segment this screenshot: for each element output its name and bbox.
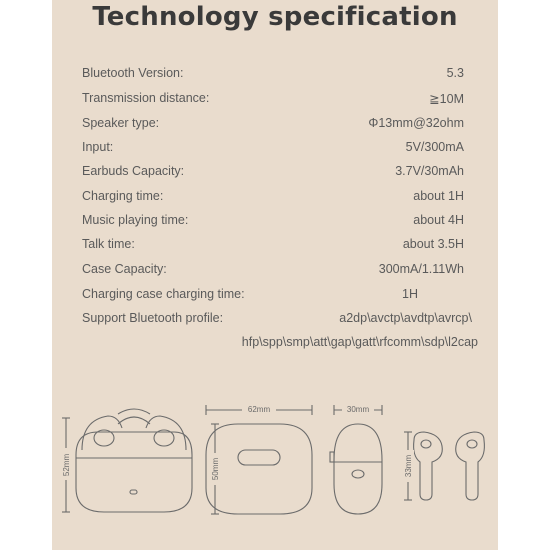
spec-label: Support Bluetooth profile: — [82, 311, 224, 325]
open-case-height-label: 52mm — [62, 453, 71, 477]
spec-value: ≧10M — [429, 92, 464, 106]
earbuds-drawing — [414, 432, 485, 500]
spec-panel — [52, 0, 498, 550]
spec-value: 1H — [402, 287, 418, 301]
spec-value: Φ13mm@32ohm — [368, 116, 464, 130]
spec-profile-continued: hfp\spp\smp\att\gap\gatt\rfcomm\sdp\l2cap — [241, 335, 478, 349]
spec-value: a2dp\avctp\avdtp\avrcp\ — [339, 311, 472, 325]
case-width-label: 62mm — [247, 405, 271, 414]
closed-case-front-drawing — [206, 424, 312, 514]
spec-value: 3.7V/30mAh — [395, 164, 464, 178]
closed-case-side-drawing — [330, 424, 382, 514]
spec-label: Input: — [82, 140, 114, 154]
spec-value: about 4H — [413, 213, 464, 227]
spec-value: 5.3 — [446, 66, 464, 80]
spec-value: about 1H — [413, 189, 464, 203]
spec-value: about 3.5H — [402, 237, 464, 251]
spec-label: Talk time: — [82, 237, 135, 251]
spec-label: Bluetooth Version: — [82, 66, 184, 80]
spec-value: 5V/300mA — [405, 140, 464, 154]
spec-label: Music playing time: — [82, 213, 189, 227]
case-depth-label: 30mm — [346, 405, 370, 414]
product-dimension-diagram — [52, 0, 498, 550]
spec-label: Earbuds Capacity: — [82, 164, 185, 178]
page-title: Technology specification — [92, 2, 458, 32]
spec-label: Charging case charging time: — [82, 287, 245, 301]
spec-label: Transmission distance: — [82, 91, 210, 105]
open-case-drawing — [76, 409, 192, 512]
spec-value: 300mA/1.11Wh — [378, 262, 464, 276]
spec-label: Speaker type: — [82, 116, 160, 130]
case-height-label: 50mm — [211, 457, 220, 481]
earbud-height-label: 33mm — [404, 454, 413, 478]
spec-label: Case Capacity: — [82, 262, 167, 276]
spec-label: Charging time: — [82, 189, 164, 203]
